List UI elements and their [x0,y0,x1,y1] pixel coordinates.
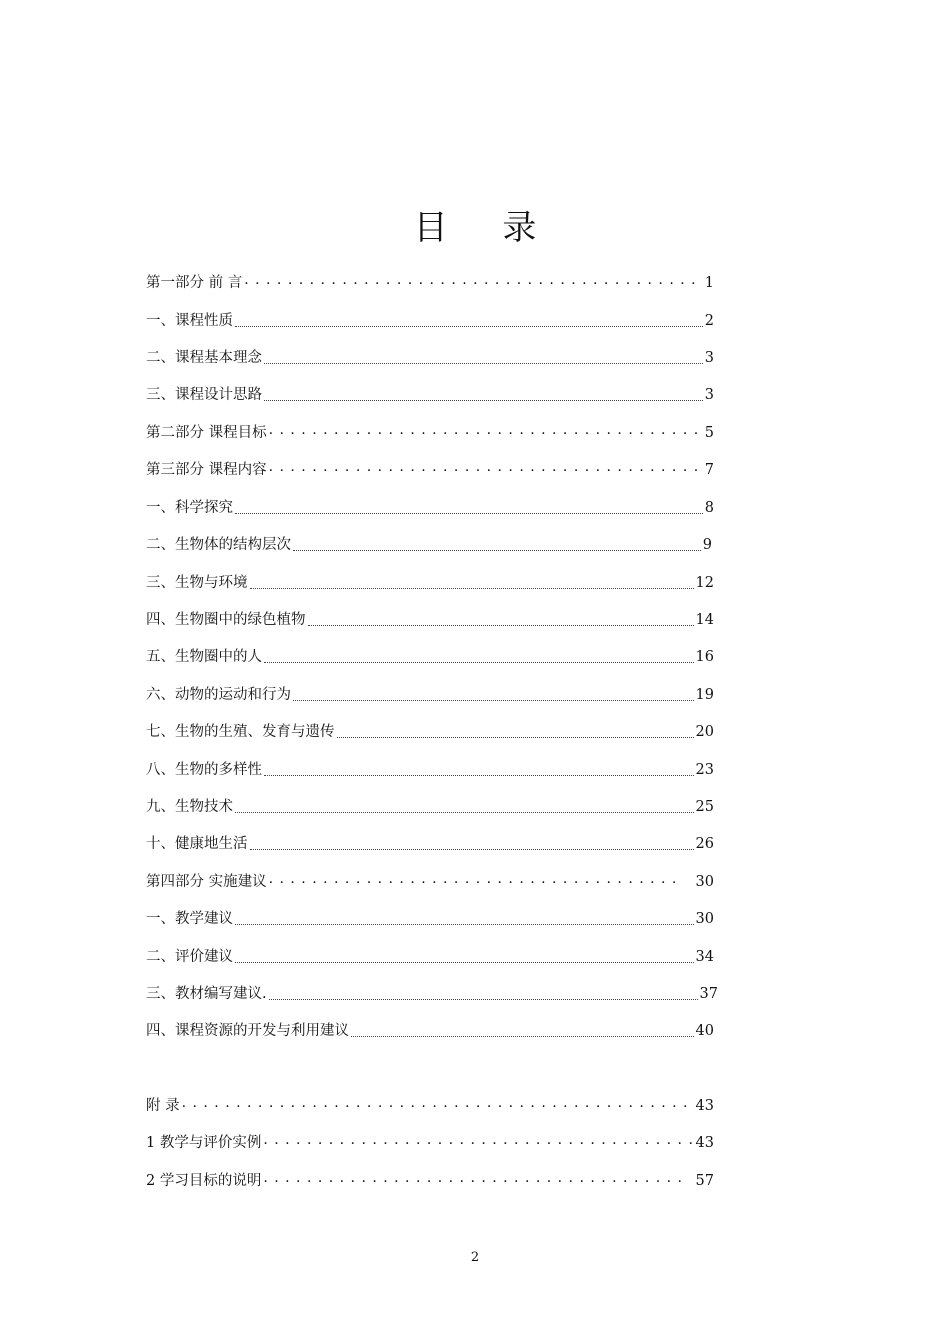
dot-leader [308,607,694,633]
toc-entry[interactable] [146,644,714,670]
toc-entry[interactable] [146,757,714,783]
toc-entry[interactable] [146,719,714,745]
toc-entry-label: 八、生物的多样性 [146,762,262,778]
dot-leader [235,308,703,334]
toc-entry[interactable] [146,1018,714,1044]
toc-entry[interactable] [146,1130,714,1156]
toc-entry-page: 7 [704,462,714,478]
dot-leader [250,831,694,857]
toc-entry[interactable] [146,1168,714,1194]
toc-entry-page: 14 [695,612,714,628]
page-number: 2 [470,1250,480,1265]
toc-entry-page: 16 [695,649,714,665]
dot-leader [244,270,703,296]
dot-leader [264,382,703,408]
toc-entry-part2[interactable] [146,420,714,446]
toc-entry-label: 第三部分 课程内容 [146,462,267,478]
toc-entry-page: 26 [695,836,714,852]
toc-entry-page: 8 [704,500,714,516]
toc-entry-page: 1 [704,275,714,291]
toc-entry-label: 六、动物的运动和行为 [146,687,291,703]
toc-entry[interactable] [146,308,714,334]
toc-entry-label: 四、课程资源的开发与利用建议 [146,1023,349,1039]
toc-entry-label: 九、生物技术 [146,799,233,815]
toc-entry-part4[interactable] [146,869,714,895]
toc-entry[interactable] [146,906,714,932]
toc-entry-page: 43 [695,1098,714,1114]
toc-entry-page: 30 [695,911,714,927]
toc-entry-page: 9 [702,537,712,553]
toc-entry-page: 12 [695,575,714,591]
toc-entry-page: 43 [695,1135,714,1151]
toc-entry[interactable] [146,944,714,970]
toc-entry-label: 二、课程基本理念 [146,350,262,366]
toc-entry-label: 2 学习目标的说明 [146,1173,262,1189]
dot-leader [235,944,694,970]
toc-entry-page: 5 [704,425,714,441]
dot-leader [269,420,703,446]
dot-leader [337,719,694,745]
toc-entry-page: 37 [699,986,718,1002]
toc-entry[interactable] [146,794,714,820]
dot-leader [264,345,703,371]
toc-entry-label: 1 教学与评价实例 [146,1135,262,1151]
toc-entry-part3[interactable] [146,457,714,483]
toc-entry-page: 3 [704,350,714,366]
toc-entry-label: 三、教材编写建议. [146,986,267,1002]
toc-entry-page: 57 [695,1173,714,1189]
toc-entry-label: 二、生物体的结构层次 [146,537,291,553]
toc-entry-part1[interactable] [146,270,714,296]
dot-leader [264,644,694,670]
dot-leader [293,682,694,708]
toc-entry-label: 第二部分 课程目标 [146,425,267,441]
toc-entry-label: 三、生物与环境 [146,575,248,591]
toc-entry-label: 三、课程设计思路 [146,387,262,403]
toc-entry-page: 23 [695,762,714,778]
dot-leader [235,794,694,820]
toc-entry-label: 五、生物圈中的人 [146,649,262,665]
toc-entry-label: 七、生物的生殖、发育与遗传 [146,724,335,740]
toc-entry[interactable] [146,345,714,371]
toc-entry[interactable] [146,607,714,633]
toc-entry[interactable] [146,981,718,1007]
page-title: 目 录 [413,208,559,248]
toc-entry-page: 19 [695,687,714,703]
dot-leader [351,1018,694,1044]
dot-leader [269,869,682,895]
toc-entry[interactable] [146,495,714,521]
toc-entry-page: 34 [695,949,714,965]
dot-leader [264,757,694,783]
toc-entry[interactable] [146,532,712,558]
toc-entry-label: 十、健康地生活 [146,836,248,852]
toc-entry-label: 四、生物圈中的绿色植物 [146,612,306,628]
toc-entry-label: 第一部分 前 言 [146,275,243,291]
toc-entry[interactable] [146,831,714,857]
dot-leader [263,1130,693,1156]
toc-entry[interactable] [146,682,714,708]
toc-entry-label: 第四部分 实施建议 [146,874,267,890]
dot-leader [293,532,701,558]
toc-entry-appendix[interactable] [146,1093,714,1119]
toc-entry-label: 附 录 [146,1098,180,1114]
dot-leader [269,981,698,1007]
toc-entry-page: 40 [695,1023,714,1039]
toc-entry[interactable] [146,382,714,408]
toc-entry-page: 25 [695,799,714,815]
toc-entry-page: 2 [704,313,714,329]
dot-leader [250,570,694,596]
toc-entry-label: 一、科学探究 [146,500,233,516]
toc-entry[interactable] [146,570,714,596]
dot-leader [269,457,703,483]
dot-leader [235,495,703,521]
toc-entry-label: 一、教学建议 [146,911,233,927]
dot-leader [235,906,694,932]
toc-entry-label: 二、评价建议 [146,949,233,965]
toc-entry-page: 3 [704,387,714,403]
dot-leader [263,1168,681,1194]
toc-entry-label: 一、课程性质 [146,313,233,329]
toc-entry-page: 30 [695,874,714,890]
dot-leader [182,1093,694,1119]
toc-entry-page: 20 [695,724,714,740]
